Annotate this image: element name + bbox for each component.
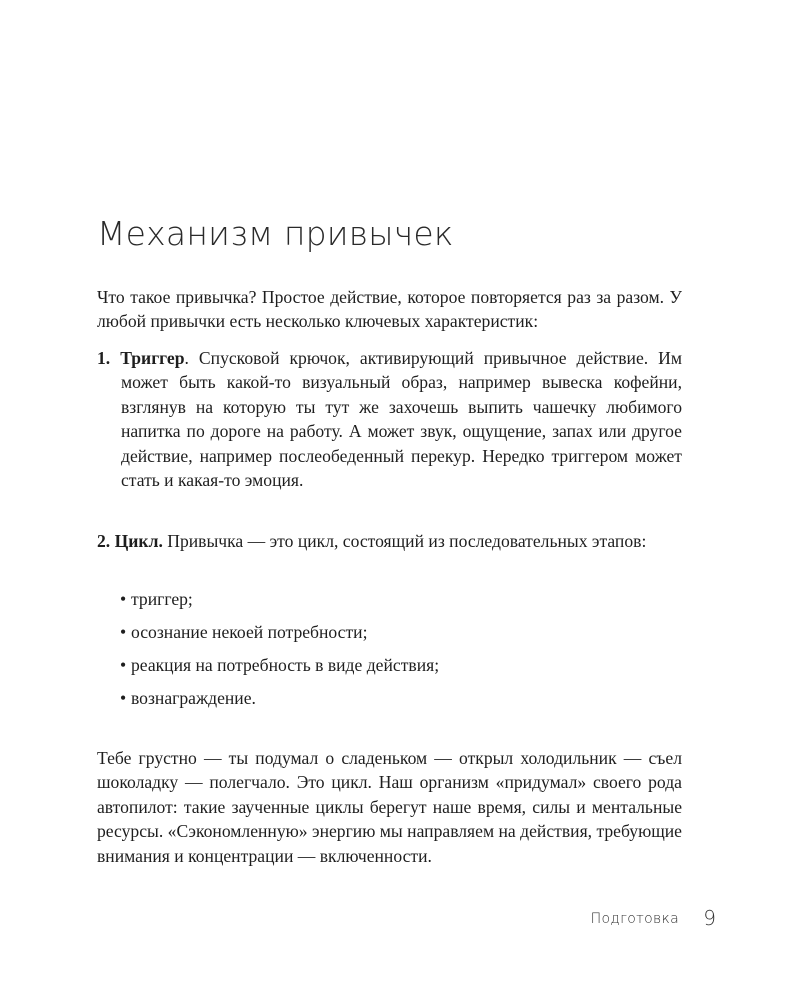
running-footer-section: Подготовка xyxy=(590,911,679,927)
list-item xyxy=(120,653,439,677)
list-item xyxy=(120,686,439,710)
stages-list xyxy=(120,587,439,719)
closing-paragraph: Тебе грустно — ты подумал о сладеньком — открыл холодильник — съел шоколадку — полегчало. Это цикл. Наш организм «придумал» своего рода автопилот: такие заученные циклы берегут наше время, силы и ментальные ресурсы. «Сэкономленную» энергию мы направляем на действия, требующие внимания и концентрации — включенности. xyxy=(97,748,682,866)
page-number: 9 xyxy=(703,906,716,930)
stage-text: триггер; xyxy=(131,589,193,609)
item-text: Привычка — это цикл, состоящий из последовательных этапов: xyxy=(162,531,647,551)
page-footer xyxy=(560,906,720,936)
stage-text: осознание некоей потребности; xyxy=(131,621,368,642)
list-item xyxy=(120,620,439,644)
item-text: . Спусковой крючок, активирующий привычное действие. Им может быть какой-то визуальный образ, например вывеска кофейни, взглянув на которую ты тут же захочешь выпить чашечку любимого напитка по дороге на работу. А может звук, ощущение, запах или другое действие, например послеобеденный перекур. Нередко триггером может стать и какая-то эмоция. xyxy=(121,348,682,491)
section-heading: Механизм привычек xyxy=(97,214,454,253)
intro-paragraph: Что такое привычка? Простое действие, которое повторяется раз за разом. У любой привычки есть несколько ключевых характеристик: xyxy=(97,287,682,332)
bullet-icon: • xyxy=(120,621,127,642)
list-item-trigger xyxy=(97,346,682,492)
item-term: Триггер xyxy=(120,348,185,368)
item-number: 2. xyxy=(97,531,111,551)
item-number: 1. xyxy=(97,348,111,368)
bullet-icon: • xyxy=(120,589,127,609)
bullet-icon: • xyxy=(120,687,127,708)
list-item xyxy=(120,587,439,611)
bullet-icon: • xyxy=(120,654,127,675)
item-term: Цикл. xyxy=(114,531,163,551)
stage-text: вознаграждение. xyxy=(131,687,256,708)
list-item-cycle xyxy=(97,529,682,553)
stage-text: реакция на потребность в виде действия; xyxy=(131,654,440,675)
